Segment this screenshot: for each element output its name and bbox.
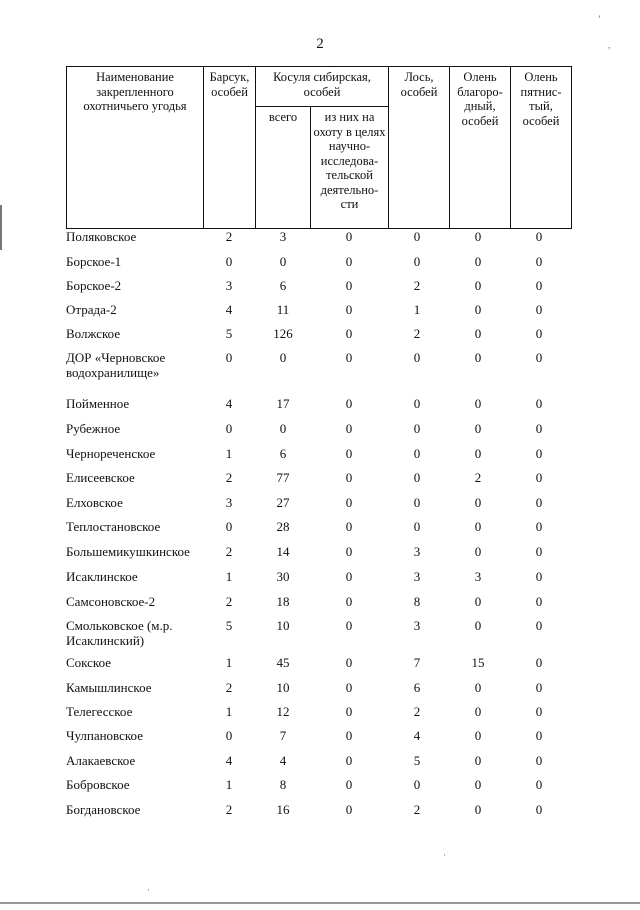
badger-count: 3 [225, 495, 233, 510]
badger-count: 3 [225, 278, 233, 293]
roe-research-count: 0 [345, 594, 353, 609]
row-name: Телегесское [66, 704, 133, 719]
sika-deer-count: 0 [535, 326, 543, 341]
header-roe-group: Косуля сибирская, особей [255, 66, 389, 107]
badger-count: 2 [225, 594, 233, 609]
roe-research-count: 0 [345, 326, 353, 341]
sika-deer-count: 0 [535, 302, 543, 317]
sika-deer-count: 0 [535, 350, 543, 365]
header-red-deer: Олень благоро-дный, особей [449, 66, 511, 229]
badger-count: 5 [225, 618, 233, 633]
badger-count: 2 [225, 802, 233, 817]
table-header [66, 66, 572, 229]
row-name: Сокское [66, 655, 112, 670]
scan-speck: · [147, 885, 150, 895]
sika-deer-count: 0 [535, 618, 543, 633]
red-deer-count: 0 [474, 544, 482, 559]
red-deer-count: 0 [474, 519, 482, 534]
moose-count: 0 [413, 777, 421, 792]
row-name: ДОР «Черновское водохранилище» [66, 350, 166, 380]
sika-deer-count: 0 [535, 254, 543, 269]
sika-deer-count: 0 [535, 704, 543, 719]
badger-count: 2 [225, 544, 233, 559]
moose-count: 1 [413, 302, 421, 317]
row-name: Богдановское [66, 802, 141, 817]
roe-research-count: 0 [345, 544, 353, 559]
sika-deer-count: 0 [535, 229, 543, 244]
moose-count: 0 [413, 396, 421, 411]
badger-count: 5 [225, 326, 233, 341]
moose-count: 0 [413, 446, 421, 461]
red-deer-count: 0 [474, 254, 482, 269]
roe-total-count: 18 [276, 594, 290, 609]
header-roe-total: всего [255, 106, 311, 229]
red-deer-count: 0 [474, 753, 482, 768]
red-deer-count: 3 [474, 569, 482, 584]
scan-bottom-edge [0, 902, 640, 904]
red-deer-count: 0 [474, 446, 482, 461]
roe-total-count: 126 [273, 326, 293, 341]
sika-deer-count: 0 [535, 446, 543, 461]
roe-research-count: 0 [345, 680, 353, 695]
moose-count: 3 [413, 569, 421, 584]
roe-research-count: 0 [345, 777, 353, 792]
red-deer-count: 2 [474, 470, 482, 485]
roe-research-count: 0 [345, 618, 353, 633]
red-deer-count: 0 [474, 421, 482, 436]
roe-research-count: 0 [345, 302, 353, 317]
moose-count: 0 [413, 229, 421, 244]
row-name: Камышлинское [66, 680, 152, 695]
roe-research-count: 0 [345, 254, 353, 269]
row-name: Смольковское (м.р. Исаклинский) [66, 618, 173, 648]
roe-total-count: 28 [276, 519, 290, 534]
red-deer-count: 0 [474, 302, 482, 317]
roe-research-count: 0 [345, 495, 353, 510]
roe-total-count: 27 [276, 495, 290, 510]
red-deer-count: 0 [474, 777, 482, 792]
red-deer-count: 0 [474, 396, 482, 411]
row-name: Елисеевское [66, 470, 135, 485]
roe-total-count: 0 [279, 350, 287, 365]
badger-count: 1 [225, 569, 233, 584]
row-name: Чулпановское [66, 728, 143, 743]
moose-count: 0 [413, 470, 421, 485]
scan-edge-mark [0, 205, 2, 250]
badger-count: 2 [225, 470, 233, 485]
row-name: Бобровское [66, 777, 130, 792]
header-name: Наименование закрепленного охотничьего угодья [66, 66, 204, 229]
red-deer-count: 0 [474, 278, 482, 293]
badger-count: 0 [225, 350, 233, 365]
badger-count: 0 [225, 519, 233, 534]
moose-count: 0 [413, 421, 421, 436]
roe-total-count: 6 [279, 278, 287, 293]
roe-total-count: 8 [279, 777, 287, 792]
red-deer-count: 0 [474, 618, 482, 633]
row-name: Поляковское [66, 229, 137, 244]
sika-deer-count: 0 [535, 655, 543, 670]
badger-count: 1 [225, 777, 233, 792]
moose-count: 6 [413, 680, 421, 695]
badger-count: 4 [225, 302, 233, 317]
badger-count: 0 [225, 254, 233, 269]
badger-count: 1 [225, 655, 233, 670]
red-deer-count: 0 [474, 802, 482, 817]
row-name: Елховское [66, 495, 123, 510]
moose-count: 7 [413, 655, 421, 670]
row-name: Волжское [66, 326, 121, 341]
roe-research-count: 0 [345, 802, 353, 817]
roe-research-count: 0 [345, 519, 353, 534]
red-deer-count: 0 [474, 704, 482, 719]
roe-total-count: 11 [276, 302, 290, 317]
sika-deer-count: 0 [535, 569, 543, 584]
roe-total-count: 77 [276, 470, 290, 485]
roe-total-count: 10 [276, 680, 290, 695]
roe-total-count: 10 [276, 618, 290, 633]
roe-total-count: 0 [279, 254, 287, 269]
page-number: 2 [316, 36, 324, 52]
roe-research-count: 0 [345, 470, 353, 485]
red-deer-count: 0 [474, 728, 482, 743]
moose-count: 2 [413, 802, 421, 817]
roe-total-count: 30 [276, 569, 290, 584]
moose-count: 0 [413, 254, 421, 269]
roe-total-count: 45 [276, 655, 290, 670]
scan-speck: · [443, 850, 446, 860]
scan-speck: ’ [598, 14, 601, 24]
moose-count: 0 [413, 519, 421, 534]
red-deer-count: 0 [474, 350, 482, 365]
roe-research-count: 0 [345, 728, 353, 743]
sika-deer-count: 0 [535, 470, 543, 485]
row-name: Отрада-2 [66, 302, 117, 317]
roe-total-count: 16 [276, 802, 290, 817]
moose-count: 5 [413, 753, 421, 768]
roe-total-count: 17 [276, 396, 290, 411]
moose-count: 2 [413, 704, 421, 719]
roe-research-count: 0 [345, 278, 353, 293]
header-moose: Лось, особей [388, 66, 450, 229]
sika-deer-count: 0 [535, 802, 543, 817]
sika-deer-count: 0 [535, 680, 543, 695]
badger-count: 1 [225, 446, 233, 461]
sika-deer-count: 0 [535, 544, 543, 559]
row-name: Пойменное [66, 396, 130, 411]
moose-count: 2 [413, 326, 421, 341]
row-name: Алакаевское [66, 753, 136, 768]
row-name: Самсоновское-2 [66, 594, 156, 609]
moose-count: 3 [413, 544, 421, 559]
sika-deer-count: 0 [535, 519, 543, 534]
row-name: Исаклинское [66, 569, 138, 584]
roe-research-count: 0 [345, 569, 353, 584]
roe-research-count: 0 [345, 446, 353, 461]
sika-deer-count: 0 [535, 421, 543, 436]
badger-count: 0 [225, 728, 233, 743]
sika-deer-count: 0 [535, 278, 543, 293]
red-deer-count: 15 [471, 655, 485, 670]
roe-total-count: 7 [279, 728, 287, 743]
roe-total-count: 6 [279, 446, 287, 461]
roe-total-count: 4 [279, 753, 287, 768]
row-name: Борское-2 [66, 278, 122, 293]
red-deer-count: 0 [474, 594, 482, 609]
red-deer-count: 0 [474, 495, 482, 510]
roe-research-count: 0 [345, 229, 353, 244]
moose-count: 0 [413, 350, 421, 365]
red-deer-count: 0 [474, 229, 482, 244]
roe-research-count: 0 [345, 753, 353, 768]
moose-count: 8 [413, 594, 421, 609]
roe-research-count: 0 [345, 655, 353, 670]
row-name: Большемикушкинское [66, 544, 190, 559]
badger-count: 4 [225, 753, 233, 768]
sika-deer-count: 0 [535, 396, 543, 411]
roe-total-count: 12 [276, 704, 290, 719]
sika-deer-count: 0 [535, 495, 543, 510]
scan-speck: , [608, 40, 611, 50]
badger-count: 2 [225, 229, 233, 244]
moose-count: 0 [413, 495, 421, 510]
roe-total-count: 14 [276, 544, 290, 559]
header-badger: Барсук, особей [203, 66, 256, 229]
sika-deer-count: 0 [535, 777, 543, 792]
row-name: Теплостановское [66, 519, 161, 534]
red-deer-count: 0 [474, 680, 482, 695]
sika-deer-count: 0 [535, 753, 543, 768]
roe-research-count: 0 [345, 421, 353, 436]
roe-research-count: 0 [345, 396, 353, 411]
moose-count: 3 [413, 618, 421, 633]
sika-deer-count: 0 [535, 728, 543, 743]
header-sika-deer: Олень пятнис-тый, особей [510, 66, 572, 229]
moose-count: 4 [413, 728, 421, 743]
badger-count: 0 [225, 421, 233, 436]
roe-research-count: 0 [345, 350, 353, 365]
header-roe-research: из них на охоту в целях научно-исследова-тельской деятельно-сти [310, 106, 389, 229]
red-deer-count: 0 [474, 326, 482, 341]
row-name: Борское-1 [66, 254, 122, 269]
badger-count: 2 [225, 680, 233, 695]
badger-count: 1 [225, 704, 233, 719]
sika-deer-count: 0 [535, 594, 543, 609]
row-name: Чернореченское [66, 446, 156, 461]
roe-total-count: 3 [279, 229, 287, 244]
row-name: Рубежное [66, 421, 121, 436]
roe-total-count: 0 [279, 421, 287, 436]
roe-research-count: 0 [345, 704, 353, 719]
badger-count: 4 [225, 396, 233, 411]
moose-count: 2 [413, 278, 421, 293]
